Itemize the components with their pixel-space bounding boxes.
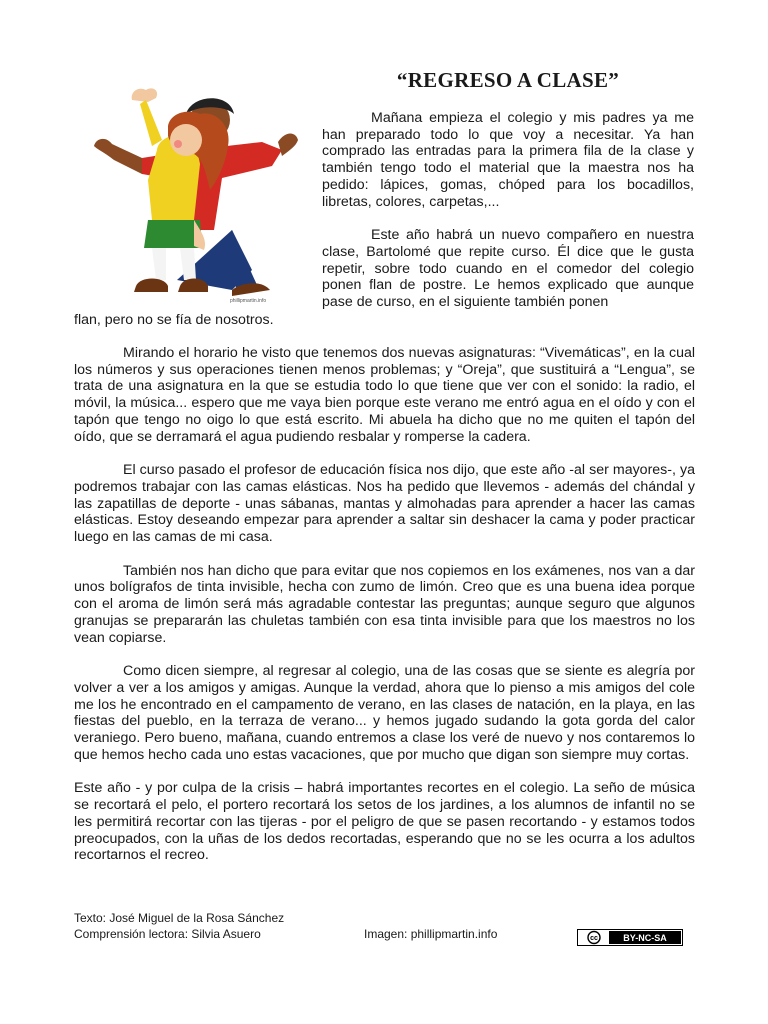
two-children-hugging-illustration (82, 80, 312, 310)
intro-paragraph-2: Este año habrá un nuevo compañero en nuestra clase, Bartolomé que repite curso. Él dice que le gusta repetir, sobre todo cuando en el comedor del colegio ponen flan de postre. Le hemos explicado que aunque pase de curso, en el siguiente también ponen (322, 227, 694, 311)
intro-text (322, 110, 694, 311)
story-paragraph-3: También nos han dicho que para evitar que nos copiemos en los exámenes, nos van a dar unos bolígrafos de tinta invisible, hecha con zumo de limón. Creo que es una buena idea porque con el aroma de limón será más agradable contestar las preguntas; aunque seguro que algunos granujas se prepararán las chuletas también con esa tinta invisible para que los maestros no los vean copiarse. (74, 562, 695, 646)
creative-commons-badge-icon (577, 929, 683, 946)
reading-credit: Comprensión lectora: Silvia Asuero (74, 926, 261, 941)
illustration-watermark: phillipmartin.info (230, 298, 267, 304)
page-title: “REGRESO A CLASE” (396, 68, 620, 92)
footer-credits (74, 911, 284, 942)
story-paragraph-5: Este año - y por culpa de la crisis – habrá importantes recortes en el colegio. La seño de música se recortará el pelo, el portero recortará los setos de los jardines, a los alumnos de infantil no se les permitirá recortar con las tijeras - por el peligro de que se pasen recortando - y estamos todos preocupados, con la uñas de los dedos recortadas, esperando que no se les ocurra a los adultos recortarnos el recreo. (74, 780, 695, 864)
story-paragraph-1: Mirando el horario he visto que tenemos dos nuevas asignaturas: “Vivemáticas”, en la cual los números y sus operaciones tienen menos problemas; y “Oreja”, que sustituirá a “Lengua”, se trata de una asignatura en la que se estudia todo lo que tiene que ver con el sonido: la radio, el móvil, la música... espero que me vaya bien porque este verano me entró agua en el oído y con el tapón que tengo no oigo lo que está escrito. Mi abuela ha dicho que no me quiten el tapón del oído, que se derramará el agua pudiendo resbalar y romperse la cadera. (74, 345, 695, 445)
cc-logo-text: cc (590, 935, 598, 942)
story-paragraph-2: El curso pasado el profesor de educación física nos dijo, que este año -al ser mayores-, ya podremos trabajar con las camas elásticas. Nos ha pedido que llevemos - además del chándal y las zapatillas de deporte - unas sábanas, mantas y almohadas para aprender a hacer las camas elásticas. Estoy deseando empezar para aprender a saltar sin deshacer la cama y poder practicar luego en las camas de mi casa. (74, 462, 695, 546)
image-credit: Imagen: phillipmartin.info (364, 927, 498, 941)
story-body (74, 345, 695, 881)
license-label: BY-NC-SA (623, 933, 667, 943)
story-paragraph-4: Como dicen siempre, al regresar al colegio, una de las cosas que se siente es alegría por volver a ver a los amigos y amigas. Aunque la verdad, ahora que lo pienso a mis amigos del cole me los he encontrado en el campamento de verano, en las clases de natación, en la playa, en las fiestas del pueblo, en la terraza de verano... y hemos jugado sudando la gota gorda del calor veraniego. Pero bueno, mañana, cuando entremos a clase los veré de nuevo y nos contaremos lo que hemos hecho cada uno estas vacaciones, que por mucho que digan son siempre muy cortas. (74, 663, 695, 763)
intro-continuation-line: flan, pero no se fía de nosotros. (74, 312, 274, 328)
text-credit: Texto: José Miguel de la Rosa Sánchez (74, 911, 285, 925)
intro-paragraph-1: Mañana empieza el colegio y mis padres ya me han preparado todo lo que voy a necesitar. Ya han comprado las entradas para la primera fila de la clase y también tengo todo el material que la maestra nos ha pedido: lápices, gomas, chóped para los bocadillos, libretas, colores, carpetas,... (322, 110, 694, 210)
